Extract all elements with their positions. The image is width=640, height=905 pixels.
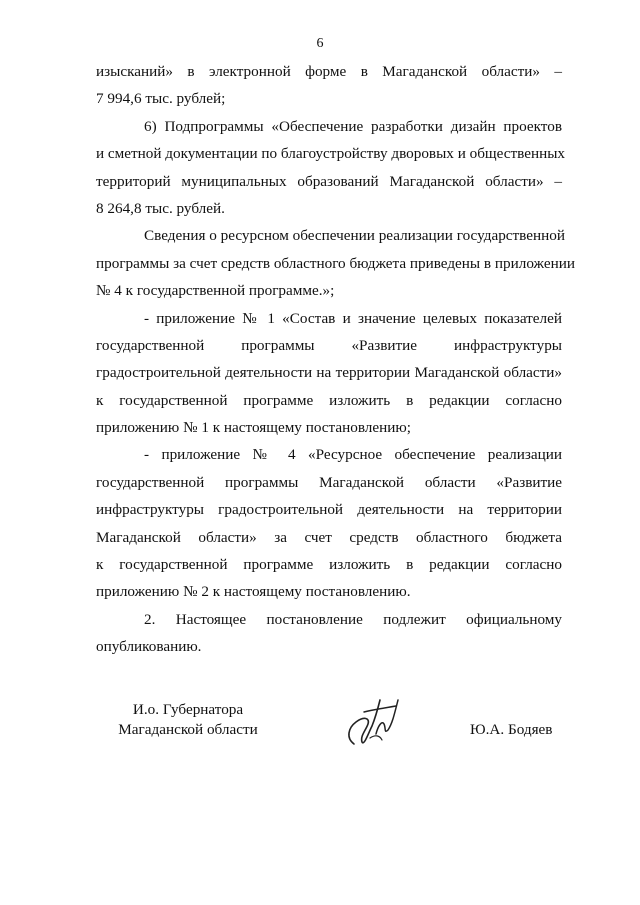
text-line: к государственной программе изложить в редакции согласно <box>96 391 562 409</box>
text-line: приложению № 1 к настоящему постановлению; <box>96 419 411 437</box>
text-line: территорий муниципальных образований Магаданской области» – <box>96 172 562 190</box>
signatory-name: Ю.А. Бодяев <box>470 721 553 738</box>
page-number: 6 <box>316 36 324 51</box>
text-line: Магаданской области» за счет средств областного бюджета <box>96 528 562 546</box>
paragraph <box>96 305 562 442</box>
text-line: и сметной документации по благоустройству дворовых и общественных <box>96 145 566 163</box>
signatory-title-line2: Магаданской области <box>118 721 258 738</box>
text-line: 8 264,8 тыс. рублей. <box>96 199 225 217</box>
text-line: государственной программы Магаданской области «Развитие <box>96 473 562 491</box>
paragraph <box>96 222 575 304</box>
text-line: - приложение № 4 «Ресурсное обеспечение реализации <box>144 446 562 464</box>
paragraph <box>96 441 562 605</box>
text-line: 7 994,6 тыс. рублей; <box>96 90 226 108</box>
paragraph <box>96 606 562 661</box>
text-line: градостроительной деятельности на территории Магаданской области» <box>96 364 562 382</box>
paragraph <box>96 113 566 223</box>
text-line: государственной программы «Развитие инфраструктуры <box>96 336 562 354</box>
text-line: программы за счет средств областного бюджета приведены в приложении <box>96 254 575 272</box>
text-line: изысканий» в электронной форме в Магаданской области» – <box>96 63 562 80</box>
text-line: 2. Настоящее постановление подлежит официальному <box>144 610 562 628</box>
text-line: - приложение № 1 «Состав и значение целевых показателей <box>144 309 562 327</box>
text-line: к государственной программе изложить в редакции согласно <box>96 556 562 574</box>
text-line: опубликованию. <box>96 638 202 656</box>
text-line: инфраструктуры градостроительной деятельности на территории <box>96 501 562 519</box>
text-line: 6) Подпрограммы «Обеспечение разработки дизайн проектов <box>144 117 562 135</box>
text-line: Сведения о ресурсном обеспечении реализации государственной <box>144 227 565 245</box>
paragraph <box>96 58 562 113</box>
signatory-title <box>98 700 278 740</box>
handwritten-signature <box>340 694 406 750</box>
text-line: № 4 к государственной программе.»; <box>96 282 335 300</box>
signatory-title-line1: И.о. Губернатора <box>132 701 244 718</box>
document-body <box>96 58 575 661</box>
text-line: приложению № 2 к настоящему постановлению. <box>96 583 411 601</box>
